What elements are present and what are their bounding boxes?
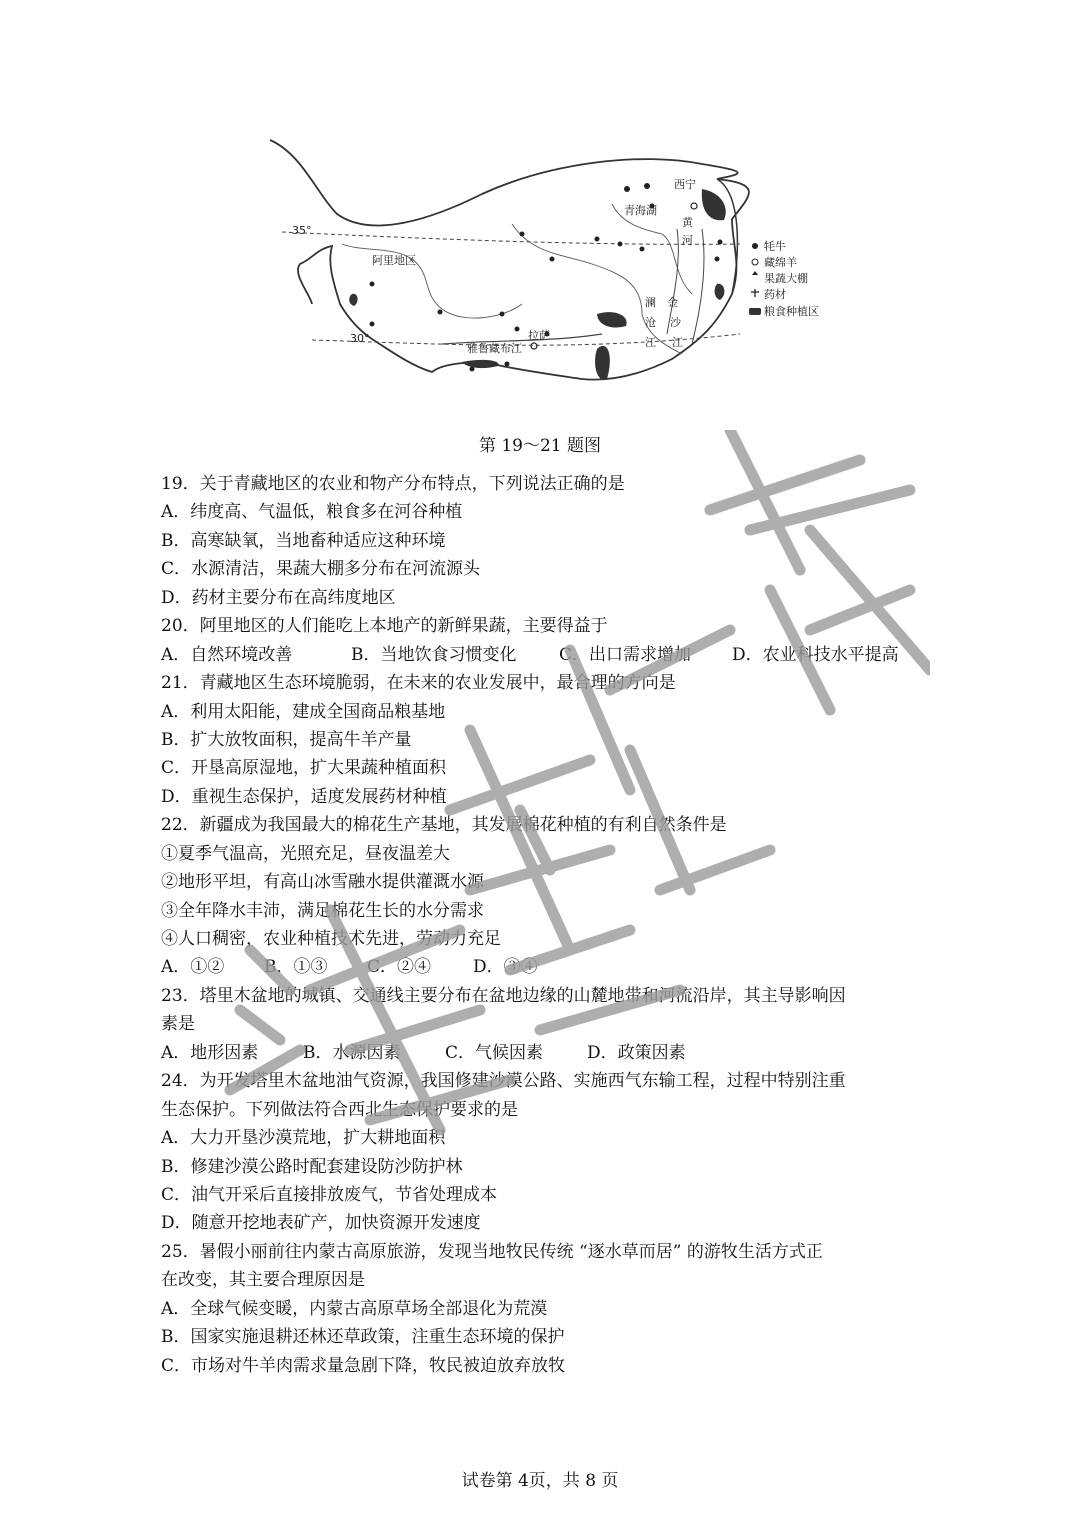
label-huang-1: 黄 [682, 216, 693, 229]
q23-option-a[interactable]: A．地形因素 [161, 1042, 259, 1063]
q22-option-d[interactable]: D．③④ [473, 957, 538, 978]
grain-area-yarlung [462, 360, 499, 368]
q23-options [161, 1039, 921, 1067]
yarlung-river [442, 334, 602, 344]
q25-option-c[interactable]: C．市场对牛羊肉需求量急剧下降，牧民被迫放弃放牧 [161, 1355, 566, 1376]
q21-option-d[interactable]: D．重视生态保护，适度发展药材种植 [161, 786, 447, 807]
legend-herbs: 药材 [764, 288, 786, 301]
label-lancang-3: 江 [645, 336, 656, 349]
q24-stem-line-1: 24．为开发塔里木盆地油气资源，我国修建沙漠公路、实施西气东输工程，过程中特别注重 [161, 1071, 846, 1092]
label-qinghai-lake: 青海湖 [624, 204, 657, 217]
map-legend [749, 239, 819, 318]
q20-option-b[interactable]: B．当地饮食习惯变化 [351, 644, 517, 665]
q24-option-c[interactable]: C．油气开采后直接排放废气，节省处理成本 [161, 1184, 498, 1205]
q25-stem-line-1: 25．暑假小丽前往内蒙古高原旅游，发现当地牧民传统 “逐水草而居” 的游牧生活方式正 [161, 1241, 823, 1262]
q24-stem-line-2: 生态保护。下列做法符合西北生态保护要求的是 [161, 1099, 518, 1120]
q20-option-a[interactable]: A．自然环境改善 [161, 644, 293, 665]
q19-option-a[interactable]: A．纬度高、气温低，粮食多在河谷种植 [161, 502, 463, 523]
q23-option-d[interactable]: D．政策因素 [587, 1042, 686, 1063]
label-ali: 阿里地区 [372, 254, 416, 267]
legend-sheep: 藏绵羊 [764, 256, 797, 269]
q21-option-b[interactable]: B．扩大放牧面积，提高牛羊产量 [161, 729, 412, 750]
page-footer: 试卷第 4页，共 8 页 [461, 1471, 619, 1491]
q25-option-a[interactable]: A．全球气候变暖，内蒙古高原草场全部退化为荒漠 [161, 1298, 548, 1319]
label-jinsha-2: 沙 [670, 316, 681, 329]
q23-stem-line-1: 23．塔里木盆地的城镇、交通线主要分布在盆地边缘的山麓地带和河流沿岸，其主导影响因 [161, 985, 846, 1006]
q23-stem-line-2: 素是 [161, 1014, 195, 1035]
legend-yak: 牦牛 [764, 240, 786, 253]
q22-item-3: ③全年降水丰沛，满足棉花生长的水分需求 [161, 900, 484, 921]
q24-option-d[interactable]: D．随意开挖地表矿产，加快资源开发速度 [161, 1213, 481, 1234]
q19-option-b[interactable]: B．高寒缺氧，当地畜种适应这种环境 [161, 530, 446, 551]
grain-area-xining [702, 189, 726, 220]
q22-option-b[interactable]: B．①③ [264, 957, 328, 978]
q22-option-c[interactable]: C．②④ [367, 957, 432, 978]
q22-item-4: ④人口稠密，农业种植技术先进，劳动力充足 [161, 929, 501, 949]
q22-item-2: ②地形平坦，有高山冰雪融水提供灌溉水源 [161, 872, 484, 893]
q19-option-c[interactable]: C．水源清洁，果蔬大棚多分布在河流源头 [161, 559, 481, 580]
q24-option-b[interactable]: B．修建沙漠公路时配套建设防沙防护林 [161, 1156, 463, 1177]
q25-option-b[interactable]: B．国家实施退耕还林还草政策，注重生态环境的保护 [161, 1327, 565, 1348]
grain-area-east [597, 312, 627, 327]
label-huang-2: 河 [682, 234, 693, 247]
figure-caption: 第 19～21 题图 [478, 436, 602, 456]
q21-stem: 21．青藏地区生态环境脆弱，在未来的农业发展中，最合理的方向是 [161, 673, 676, 694]
q24-option-a[interactable]: A．大力开垦沙漠荒地，扩大耕地面积 [161, 1128, 446, 1149]
q20-option-d[interactable]: D．农业科技水平提高 [732, 644, 899, 665]
map-svg [262, 134, 842, 414]
label-yarlung: 雅鲁藏布江 [467, 342, 522, 355]
label-lancang-2: 沧 [645, 316, 656, 329]
q22-item-1: ①夏季气温高，光照充足，昼夜温差大 [161, 843, 450, 864]
lat-35-line [282, 232, 740, 244]
q21-option-c[interactable]: C．开垦高原湿地，扩大果蔬种植面积 [161, 758, 447, 779]
label-lhasa: 拉萨 [528, 329, 550, 342]
label-lancang-1: 澜 [645, 296, 656, 309]
q21-option-a[interactable]: A．利用太阳能，建成全国商品粮基地 [161, 701, 446, 722]
q23-option-b[interactable]: B．水源因素 [303, 1042, 401, 1063]
question-list [161, 470, 921, 1380]
label-xining: 西宁 [674, 178, 696, 191]
label-jinsha-3: 江 [672, 336, 683, 349]
q22-option-a[interactable]: A．①② [161, 957, 225, 978]
q20-options [161, 641, 921, 669]
q19-stem: 19．关于青藏地区的农业和物产分布特点，下列说法正确的是 [161, 474, 625, 494]
q22-options [161, 953, 921, 981]
legend-greenhouse: 果蔬大棚 [764, 272, 808, 285]
legend-grain: 粮食种植区 [764, 305, 819, 318]
tibet-agriculture-map [262, 134, 842, 414]
q20-option-c[interactable]: C．出口需求增加 [559, 644, 692, 665]
q20-stem: 20．阿里地区的人们能吃上本地产的新鲜果蔬，主要得益于 [161, 616, 608, 637]
q25-stem-line-2: 在改变，其主要合理原因是 [161, 1270, 365, 1291]
grain-area-south [595, 346, 610, 380]
label-lat-30: 30° [350, 332, 370, 345]
q22-stem: 22．新疆成为我国最大的棉花生产基地，其发展棉花种植的有利自然条件是 [161, 815, 727, 836]
q19-option-d[interactable]: D．药材主要分布在高纬度地区 [161, 587, 396, 608]
q23-option-c[interactable]: C．气候因素 [445, 1042, 544, 1063]
label-lat-35: 35° [292, 224, 312, 237]
livestock-symbols [370, 183, 723, 372]
label-jinsha-1: 金 [667, 296, 678, 309]
